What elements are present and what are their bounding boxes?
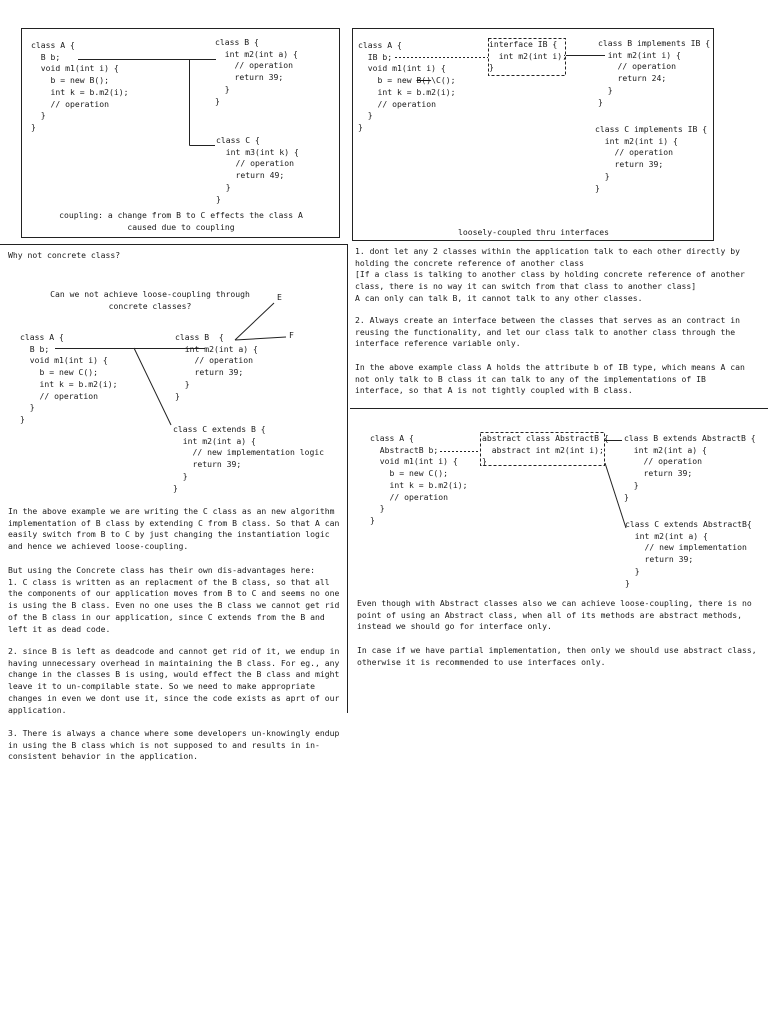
s3-para-4: 3. There is always a chance where some developers un-knowingly endup in using the B class which is not supposed to and results in in- consistent behavior in the application. xyxy=(8,728,340,762)
s3-heading: Why not concrete class? xyxy=(8,250,121,260)
s3-para-1: In the above example we are writing the C class as an new algorithm implementation of B class by extending C from B class. So that A can easily switch from B to C by just changing the instantiation logic and hence we achieved loose-coupling. xyxy=(8,506,340,552)
s3-label-e: E xyxy=(277,292,282,302)
d1-class-b: class B { int m2(int a) { // operation return 39; } } xyxy=(215,37,298,106)
s3-connector-b-c xyxy=(134,348,171,425)
s4-para-2: 2. Always create an interface between the classes that serves as an contract in reusing the functionality, and let our class talk to another class through the interface reference variable only. xyxy=(355,315,740,349)
d2-interface-ib: interface IB { int m2(int i); } xyxy=(489,39,567,73)
d5-para-1: Even though with Abstract classes also we can achieve loose-coupling, there is no point of using an Abstract class, when all of its methods are abstract methods, instead we should go for interface only. xyxy=(357,598,752,632)
d5-abstract-b: abstract class AbstractB { abstract int m2(int i); } xyxy=(482,433,609,467)
d5-para-2: In case if we have partial implementation, then only we should use abstract class, otherwise it is recommended to use interfaces only. xyxy=(357,645,757,667)
d1-caption: coupling: a change from B to C effects the class A caused due to coupling xyxy=(59,210,303,232)
d2-class-a-top: class A { IB b; xyxy=(358,40,402,62)
d2-struck-constructor: B() xyxy=(416,75,432,86)
d2-caption: loosely-coupled thru interfaces xyxy=(457,227,610,237)
s3-para-3: 2. since B is left as deadcode and cannot get rid of it, we endup in having unnecessary overhead in maintaining the B class. For eg., any change in the classes B is using, would effect the B class and might leave it to un-compilable state. So we need to make appropriate changes in even we dont use it, since the code exists as aprt of our application. xyxy=(8,646,340,715)
s3-class-a: class A { B b; void m1(int i) { b = new C(); int k = b.m2(i); // operation } } xyxy=(20,332,118,424)
s4-para-3: In the above example class A holds the attribute b of IB type, which means A can not only talk to B class it can talk to any of the implementations of IB interface, so that A is not tightly coupled with B class. xyxy=(355,362,745,396)
s4-para-1: 1. dont let any 2 classes within the application talk to each other directly by holding the concrete reference of another class [If a class is talking to another class by holding concrete reference of another class, there is no way it can switch from that class to another class] A can only can talk B, it cannot talk to any other classes. xyxy=(355,246,745,303)
d2-class-b: class B implements IB { int m2(int i) { // operation return 24; } } xyxy=(598,38,711,107)
s3-label-f: F xyxy=(289,330,294,340)
d2-class-a-mid-line xyxy=(358,63,455,86)
d5-class-b: class B extends AbstractB { int m2(int a) { // operation return 39; } } xyxy=(624,433,756,502)
s3-question: Can we not achieve loose-coupling through concrete classes? xyxy=(50,289,250,311)
d5-class-a: class A { AbstractB b; void m1(int i) { b = new C(); int k = b.m2(i); // operation } } xyxy=(370,433,468,525)
d5-class-c: class C extends AbstractB{ int m2(int a) { // new implementation return 39; } } xyxy=(625,519,752,588)
d1-class-c: class C { int m3(int k) { // operation return 49; } } xyxy=(216,135,299,204)
s3-para-2: But using the Concrete class has their own dis-advantages here: 1. C class is written as an replacment of the B class, so that all the components of our application moves from B to C and seems no one is using the B class. Even no one uses the B class we cannot get rid of the B class in our application, since C extends from the B and left it as dead code. xyxy=(8,565,340,634)
d5-abstract-to-c xyxy=(605,463,626,528)
s3-class-c: class C extends B { int m2(int a) { // new implementation logic return 39; } } xyxy=(173,424,325,493)
s3-class-b: class B { int m2(int a) { // operation return 39; } } xyxy=(175,332,258,401)
d2-new-constructor: \C(); xyxy=(431,75,456,86)
d2-class-a-mid: void m1(int i) { b = new xyxy=(367,63,446,86)
d2-class-a-bottom: int k = b.m2(i); // operation } } xyxy=(358,87,456,133)
d1-class-a: class A { B b; void m1(int i) { b = new B(); int k = b.m2(i); // operation } } xyxy=(31,40,129,132)
d2-class-c: class C implements IB { int m2(int i) { // operation return 39; } } xyxy=(595,124,708,193)
